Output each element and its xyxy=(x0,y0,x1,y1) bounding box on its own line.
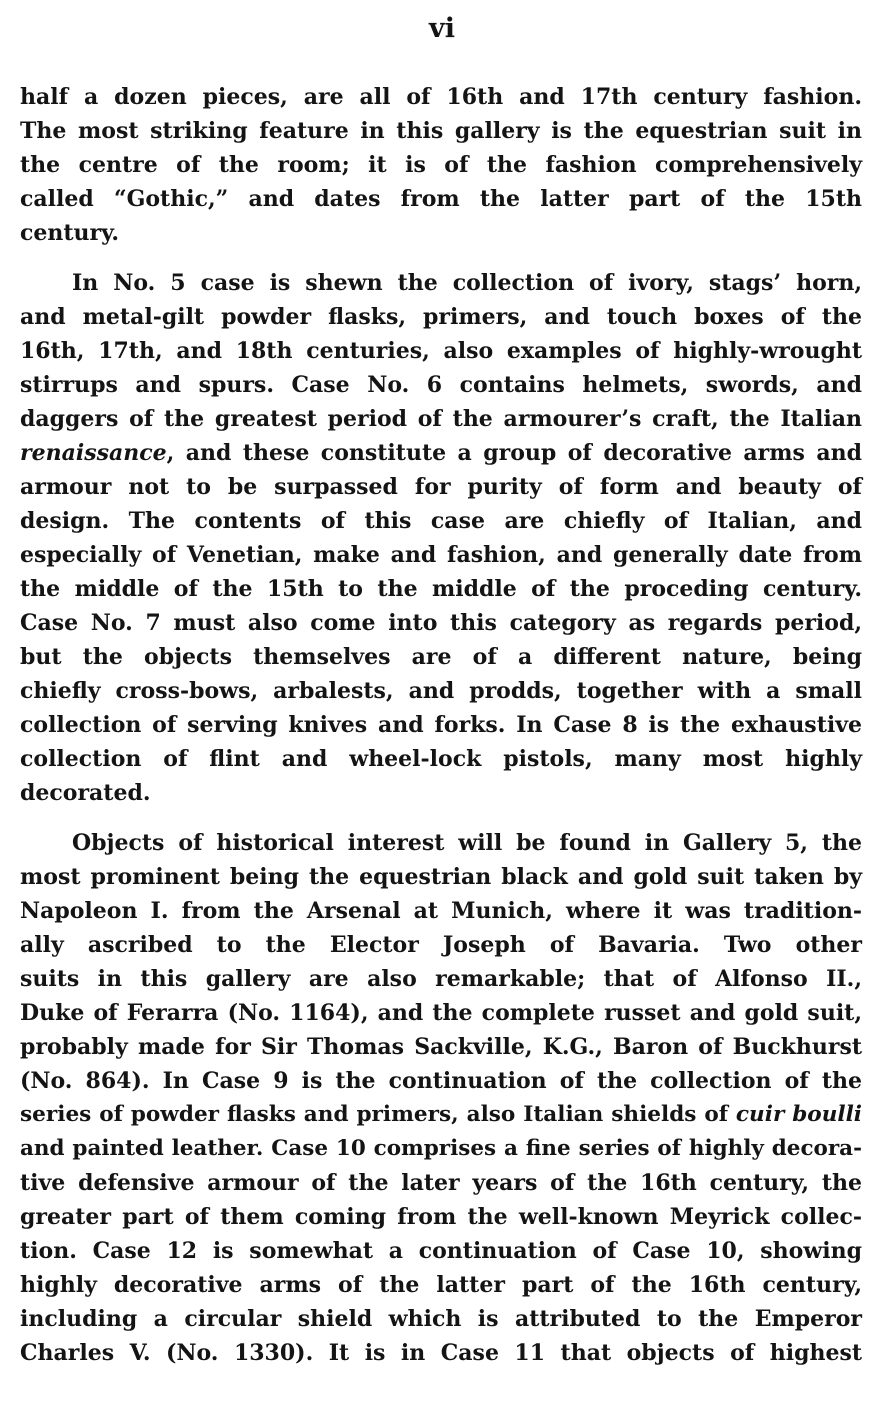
text-line: greater part of them coming from the well-known Meyrick collec- xyxy=(20,1204,862,1230)
body-text xyxy=(20,80,862,1370)
text-line: (No. 864). In Case 9 is the continuation of the collection of the xyxy=(20,1068,862,1094)
italic-term: renaissance xyxy=(20,440,167,466)
text-line: tive defensive armour of the later years of the 16th century, the xyxy=(20,1170,862,1196)
text-line: Duke of Ferarra (No. 1164), and the complete russet and gold suit, xyxy=(20,1000,862,1026)
text-line xyxy=(20,436,862,470)
text-segment: series of powder flasks and primers, also Italian shields of xyxy=(20,1102,736,1127)
paragraph-1 xyxy=(20,80,862,250)
text-line: armour not to be surpassed for purity of form and beauty of xyxy=(20,474,862,500)
text-line: daggers of the greatest period of the armourer’s craft, the Italian xyxy=(20,406,862,432)
paragraph-3 xyxy=(20,826,862,1370)
text-line: decorated. xyxy=(20,780,151,806)
text-line: half a dozen pieces, are all of 16th and 17th century fashion. xyxy=(20,84,862,110)
text-line: The most striking feature in this gallery is the equestrian suit in xyxy=(20,118,862,144)
text-line: Case No. 7 must also come into this category as regards period, xyxy=(20,610,862,636)
text-line: highly decorative arms of the latter part of the 16th century, xyxy=(20,1272,862,1298)
text-line: Napoleon I. from the Arsenal at Munich, where it was tradition- xyxy=(20,898,862,924)
text-line: Objects of historical interest will be found in Gallery 5, the xyxy=(72,830,862,856)
text-line: Charles V. (No. 1330). It is in Case 11 that objects of highest xyxy=(20,1340,862,1366)
text-line: 16th, 17th, and 18th centuries, also examples of highly-wrought xyxy=(20,338,862,364)
text-line: probably made for Sir Thomas Sackville, K.G., Baron of Buckhurst xyxy=(20,1034,862,1060)
text-line: especially of Venetian, make and fashion, and generally date from xyxy=(20,542,862,568)
text-line: and painted leather. Case 10 comprises a fine series of highly decora- xyxy=(20,1136,862,1161)
text-line: stirrups and spurs. Case No. 6 contains helmets, swords, and xyxy=(20,372,862,398)
text-line xyxy=(20,1098,862,1132)
text-line: collection of flint and wheel-lock pistols, many most highly xyxy=(20,746,862,772)
text-line: most prominent being the equestrian black and gold suit taken by xyxy=(20,864,862,890)
text-line: called “Gothic,” and dates from the latter part of the 15th xyxy=(20,186,862,212)
text-line: the middle of the 15th to the middle of the proceding century. xyxy=(20,576,862,602)
text-line: ally ascribed to the Elector Joseph of Bavaria. Two other xyxy=(20,932,862,958)
page-number: vi xyxy=(429,13,455,44)
text-segment: , and these constitute a group of decorative arms and xyxy=(166,440,862,466)
text-line: the centre of the room; it is of the fashion comprehensively xyxy=(20,152,862,178)
text-line: design. The contents of this case are chiefly of Italian, and xyxy=(20,508,862,534)
text-line: suits in this gallery are also remarkable; that of Alfonso II., xyxy=(20,966,862,992)
italic-term: cuir boulli xyxy=(735,1102,862,1127)
text-line: In No. 5 case is shewn the collection of ivory, stags’ horn, xyxy=(72,270,862,296)
text-line: but the objects themselves are of a different nature, being xyxy=(20,644,862,670)
text-line: century. xyxy=(20,220,120,246)
text-line: chiefly cross-bows, arbalests, and prodds, together with a small xyxy=(20,678,862,704)
text-line: and metal-gilt powder flasks, primers, and touch boxes of the xyxy=(20,304,862,330)
text-line: including a circular shield which is attributed to the Emperor xyxy=(20,1306,862,1332)
paragraph-2 xyxy=(20,266,862,810)
text-line: collection of serving knives and forks. In Case 8 is the exhaustive xyxy=(20,712,862,738)
text-line: tion. Case 12 is somewhat a continuation of Case 10, showing xyxy=(20,1238,862,1264)
